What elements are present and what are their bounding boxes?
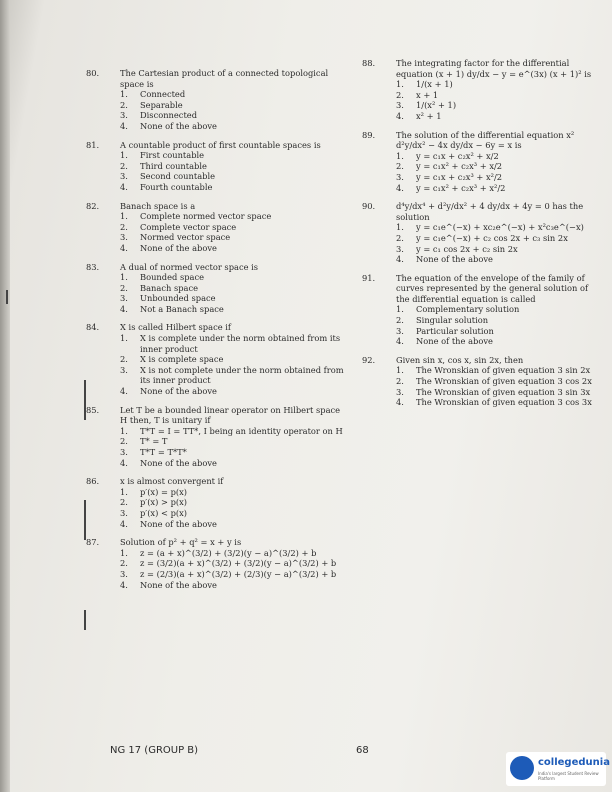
option-text: p′(x) < p(x) bbox=[140, 507, 188, 518]
answer-option bbox=[396, 315, 602, 326]
option-text: X is complete space bbox=[140, 354, 224, 365]
option-text: Connected bbox=[140, 89, 186, 100]
option-number: 2. bbox=[396, 89, 404, 100]
paper-code: NG 17 (GROUP B) bbox=[110, 745, 199, 756]
question-block bbox=[362, 273, 602, 347]
answer-option bbox=[120, 558, 348, 569]
answer-option bbox=[396, 244, 602, 255]
option-text: y = c₁x + c₂x³ + x²/2 bbox=[416, 171, 503, 182]
question-number: 86. bbox=[86, 476, 100, 487]
answer-option bbox=[396, 222, 602, 233]
option-number: 1. bbox=[120, 425, 128, 436]
option-text: 1/(x + 1) bbox=[416, 79, 453, 90]
option-text: The Wronskian of given equation 3 sin 3x bbox=[416, 386, 591, 397]
answer-option bbox=[120, 548, 348, 559]
question-text: The integrating factor for the differential equation (x + 1) dy/dx − y = e^(3x) (x + 1)² is bbox=[396, 58, 592, 79]
answer-option bbox=[120, 580, 348, 591]
option-number: 4. bbox=[120, 120, 128, 131]
option-text: Normed vector space bbox=[140, 232, 231, 243]
margin-mark bbox=[84, 610, 86, 630]
question-number: 84. bbox=[86, 322, 100, 333]
option-number: 4. bbox=[396, 110, 404, 121]
option-text: y = c₁x + c₂x² + x/2 bbox=[416, 150, 499, 161]
question-text: A dual of normed vector space is bbox=[120, 261, 259, 272]
option-number: 1. bbox=[396, 150, 404, 161]
answer-option bbox=[120, 211, 348, 222]
option-text: T*T = T*T* bbox=[140, 447, 187, 457]
option-number: 4. bbox=[120, 386, 128, 397]
question-text: Let T be a bounded linear operator on Hilbert space H then, T is unitary if bbox=[120, 404, 341, 426]
answer-option bbox=[120, 569, 348, 580]
option-text: Complementary solution bbox=[416, 304, 520, 315]
option-number: 1. bbox=[396, 79, 404, 90]
answer-option bbox=[120, 89, 348, 100]
option-number: 4. bbox=[120, 457, 128, 468]
option-number: 1. bbox=[120, 333, 128, 344]
question-number: 91. bbox=[362, 272, 376, 283]
question-block bbox=[362, 355, 602, 408]
option-text: Fourth countable bbox=[140, 181, 213, 192]
option-number: 3. bbox=[120, 171, 128, 182]
answer-option bbox=[396, 79, 602, 90]
option-text: None of the above bbox=[140, 120, 217, 131]
option-number: 3. bbox=[120, 507, 128, 518]
answer-option bbox=[120, 110, 348, 121]
question-block bbox=[86, 476, 348, 529]
option-text: Complete vector space bbox=[140, 221, 237, 232]
option-number: 4. bbox=[120, 181, 128, 192]
answer-option bbox=[120, 304, 348, 315]
question-number: 89. bbox=[362, 129, 376, 140]
option-number: 3. bbox=[396, 325, 404, 336]
answer-option bbox=[120, 293, 348, 304]
question-text: Given sin x, cos x, sin 2x, then bbox=[396, 354, 524, 365]
answer-option bbox=[396, 233, 602, 244]
option-text: y = c₁x² + c₂x³ + x/2 bbox=[416, 161, 503, 172]
answer-option bbox=[396, 387, 602, 398]
option-text: Separable bbox=[140, 99, 183, 110]
option-number: 2. bbox=[396, 315, 404, 326]
question-block bbox=[362, 58, 602, 122]
answer-option bbox=[396, 161, 602, 172]
option-text: X is complete under the norm obtained from its inner product bbox=[140, 333, 341, 354]
answer-option bbox=[120, 283, 348, 294]
collegedunia-logo bbox=[506, 752, 610, 786]
answer-option bbox=[120, 171, 348, 182]
option-text: y = c₁x² + c₂x³ + x²/2 bbox=[416, 182, 506, 193]
option-number: 1. bbox=[120, 211, 128, 222]
option-number: 4. bbox=[120, 579, 128, 590]
option-number: 3. bbox=[120, 568, 128, 579]
option-number: 2. bbox=[396, 376, 404, 387]
right-question-column bbox=[362, 58, 602, 416]
question-number: 92. bbox=[362, 354, 376, 365]
answer-option bbox=[120, 121, 348, 132]
option-text: Second countable bbox=[140, 171, 216, 182]
answer-option bbox=[120, 243, 348, 254]
option-text: Particular solution bbox=[416, 325, 494, 336]
question-text: The Cartesian product of a connected topological space is bbox=[120, 68, 329, 89]
answer-option bbox=[120, 436, 348, 447]
answer-option bbox=[120, 182, 348, 193]
answer-option bbox=[396, 100, 602, 111]
answer-option bbox=[120, 386, 348, 397]
option-text: None of the above bbox=[140, 386, 217, 397]
answer-option bbox=[396, 183, 602, 194]
answer-option bbox=[396, 151, 602, 162]
option-text: z = (3/2)(a + x)^(3/2) + (3/2)(y − a)^(3/2) + b bbox=[140, 558, 337, 569]
option-number: 1. bbox=[120, 89, 128, 100]
answer-option bbox=[120, 497, 348, 508]
option-text: Disconnected bbox=[140, 110, 198, 121]
page-binding-shadow bbox=[0, 0, 10, 792]
option-text: The Wronskian of given equation 3 cos 3x bbox=[416, 397, 592, 408]
option-text: x + 1 bbox=[416, 89, 439, 100]
question-text: d⁴y/dx⁴ + d²y/dx² + 4 dy/dx + 4y = 0 has the solution bbox=[396, 201, 584, 222]
option-number: 2. bbox=[120, 282, 128, 293]
option-number: 1. bbox=[396, 304, 404, 315]
answer-option bbox=[120, 333, 348, 354]
question-number: 90. bbox=[362, 201, 376, 212]
option-number: 4. bbox=[396, 254, 404, 265]
option-number: 4. bbox=[120, 518, 128, 529]
option-text: First countable bbox=[140, 150, 205, 161]
question-block bbox=[86, 322, 348, 396]
option-number: 4. bbox=[396, 397, 404, 408]
option-text: The Wronskian of given equation 3 sin 2x bbox=[416, 365, 591, 376]
option-number: 3. bbox=[396, 243, 404, 254]
answer-option bbox=[396, 172, 602, 183]
answer-option bbox=[120, 487, 348, 498]
answer-option bbox=[396, 336, 602, 347]
option-number: 3. bbox=[120, 364, 128, 375]
option-text: None of the above bbox=[416, 254, 493, 265]
option-number: 1. bbox=[120, 150, 128, 161]
option-number: 2. bbox=[120, 436, 128, 447]
question-block bbox=[86, 405, 348, 469]
question-number: 80. bbox=[86, 68, 100, 78]
answer-option bbox=[120, 447, 348, 458]
option-number: 4. bbox=[396, 182, 404, 193]
option-text: Not a Banach space bbox=[140, 303, 224, 314]
answer-option bbox=[396, 365, 602, 376]
option-text: y = c₁ cos 2x + c₂ sin 2x bbox=[416, 243, 518, 254]
answer-option bbox=[120, 150, 348, 161]
option-number: 1. bbox=[396, 365, 404, 376]
answer-option bbox=[120, 519, 348, 530]
option-number: 3. bbox=[396, 100, 404, 111]
option-text: None of the above bbox=[140, 518, 217, 529]
option-text: X is not complete under the norm obtained from its inner product bbox=[140, 364, 344, 386]
question-number: 82. bbox=[86, 200, 100, 211]
option-text: y = c₁e^(−x) + xc₂e^(−x) + x²c₃e^(−x) bbox=[416, 222, 584, 233]
option-number: 3. bbox=[120, 232, 128, 243]
question-number: 88. bbox=[362, 58, 376, 68]
question-block bbox=[86, 537, 348, 590]
option-text: Bounded space bbox=[140, 272, 205, 283]
answer-option bbox=[396, 397, 602, 408]
option-text: y = c₁e^(−x) + c₂ cos 2x + c₃ sin 2x bbox=[416, 232, 568, 243]
option-text: Singular solution bbox=[416, 315, 489, 326]
question-block bbox=[362, 130, 602, 194]
option-number: 2. bbox=[120, 221, 128, 232]
question-text: x is almost convergent if bbox=[120, 476, 224, 487]
option-number: 2. bbox=[396, 161, 404, 172]
option-text: z = (2/3)(a + x)^(3/2) + (2/3)(y − a)^(3/2) + b bbox=[140, 568, 337, 579]
question-text: X is called Hilbert space if bbox=[120, 322, 231, 333]
option-text: T* = T bbox=[140, 436, 168, 447]
option-text: z = (a + x)^(3/2) + (3/2)(y − a)^(3/2) + b bbox=[140, 547, 317, 558]
option-text: None of the above bbox=[416, 336, 493, 347]
answer-option bbox=[120, 354, 348, 365]
answer-option bbox=[120, 365, 348, 386]
option-number: 2. bbox=[120, 160, 128, 171]
page-number: 68 bbox=[356, 745, 369, 756]
option-number: 4. bbox=[120, 303, 128, 314]
question-block bbox=[86, 201, 348, 254]
option-number: 2. bbox=[120, 99, 128, 110]
question-block bbox=[86, 140, 348, 193]
option-number: 1. bbox=[396, 222, 404, 233]
question-number: 87. bbox=[86, 537, 100, 548]
option-text: Third countable bbox=[140, 160, 207, 171]
question-number: 81. bbox=[86, 139, 100, 150]
answer-option bbox=[120, 272, 348, 283]
option-number: 1. bbox=[120, 486, 128, 497]
answer-option bbox=[120, 508, 348, 519]
option-text: T*T = I = TT*, I being an identity operator on H bbox=[140, 425, 343, 436]
answer-option bbox=[120, 161, 348, 172]
answer-option bbox=[396, 326, 602, 337]
option-text: Unbounded space bbox=[140, 293, 216, 304]
option-text: x² + 1 bbox=[416, 110, 442, 121]
answer-option bbox=[120, 100, 348, 111]
option-number: 2. bbox=[120, 354, 128, 365]
answer-option bbox=[120, 232, 348, 243]
question-text: Solution of p² + q² = x + y is bbox=[120, 537, 242, 548]
logo-emblem-icon bbox=[510, 756, 534, 780]
option-text: 1/(x² + 1) bbox=[416, 100, 457, 111]
option-number: 3. bbox=[120, 293, 128, 304]
logo-tagline: India's largest Student Review Platform bbox=[538, 771, 599, 781]
option-number: 3. bbox=[120, 447, 128, 457]
margin-mark bbox=[6, 290, 8, 304]
answer-option bbox=[396, 254, 602, 265]
answer-option bbox=[396, 111, 602, 122]
option-number: 1. bbox=[120, 547, 128, 558]
option-number: 3. bbox=[120, 110, 128, 121]
option-number: 2. bbox=[120, 558, 128, 569]
option-text: The Wronskian of given equation 3 cos 2x bbox=[416, 376, 592, 387]
option-number: 1. bbox=[120, 272, 128, 283]
answer-option bbox=[120, 222, 348, 233]
option-text: None of the above bbox=[140, 242, 217, 253]
option-text: p′(x) > p(x) bbox=[140, 497, 188, 508]
option-text: None of the above bbox=[140, 579, 217, 590]
question-text: The equation of the envelope of the family of curves represented by the general solution of the differential equation is called bbox=[396, 272, 589, 304]
answer-option bbox=[120, 426, 348, 437]
option-text: Banach space bbox=[140, 282, 199, 293]
question-number: 83. bbox=[86, 261, 100, 272]
question-block bbox=[86, 68, 348, 132]
question-block bbox=[86, 262, 348, 315]
option-number: 4. bbox=[396, 336, 404, 347]
option-number: 2. bbox=[120, 497, 128, 508]
question-text: The solution of the differential equation x² d²y/dx² − 4x dy/dx − 6y = x is bbox=[396, 129, 575, 151]
answer-option bbox=[396, 376, 602, 387]
question-number: 85. bbox=[86, 404, 100, 415]
logo-name: collegedunia bbox=[538, 757, 610, 768]
option-text: p′(x) = p(x) bbox=[140, 486, 188, 497]
question-text: Banach space is a bbox=[120, 200, 196, 211]
option-text: None of the above bbox=[140, 457, 217, 468]
option-number: 4. bbox=[120, 242, 128, 253]
option-number: 3. bbox=[396, 386, 404, 397]
question-text: A countable product of first countable spaces is bbox=[120, 139, 321, 150]
answer-option bbox=[396, 90, 602, 101]
option-text: Complete normed vector space bbox=[140, 211, 272, 222]
question-block bbox=[362, 201, 602, 265]
left-question-column bbox=[86, 68, 348, 598]
option-number: 3. bbox=[396, 171, 404, 182]
answer-option bbox=[396, 304, 602, 315]
answer-option bbox=[120, 458, 348, 469]
option-number: 2. bbox=[396, 232, 404, 243]
